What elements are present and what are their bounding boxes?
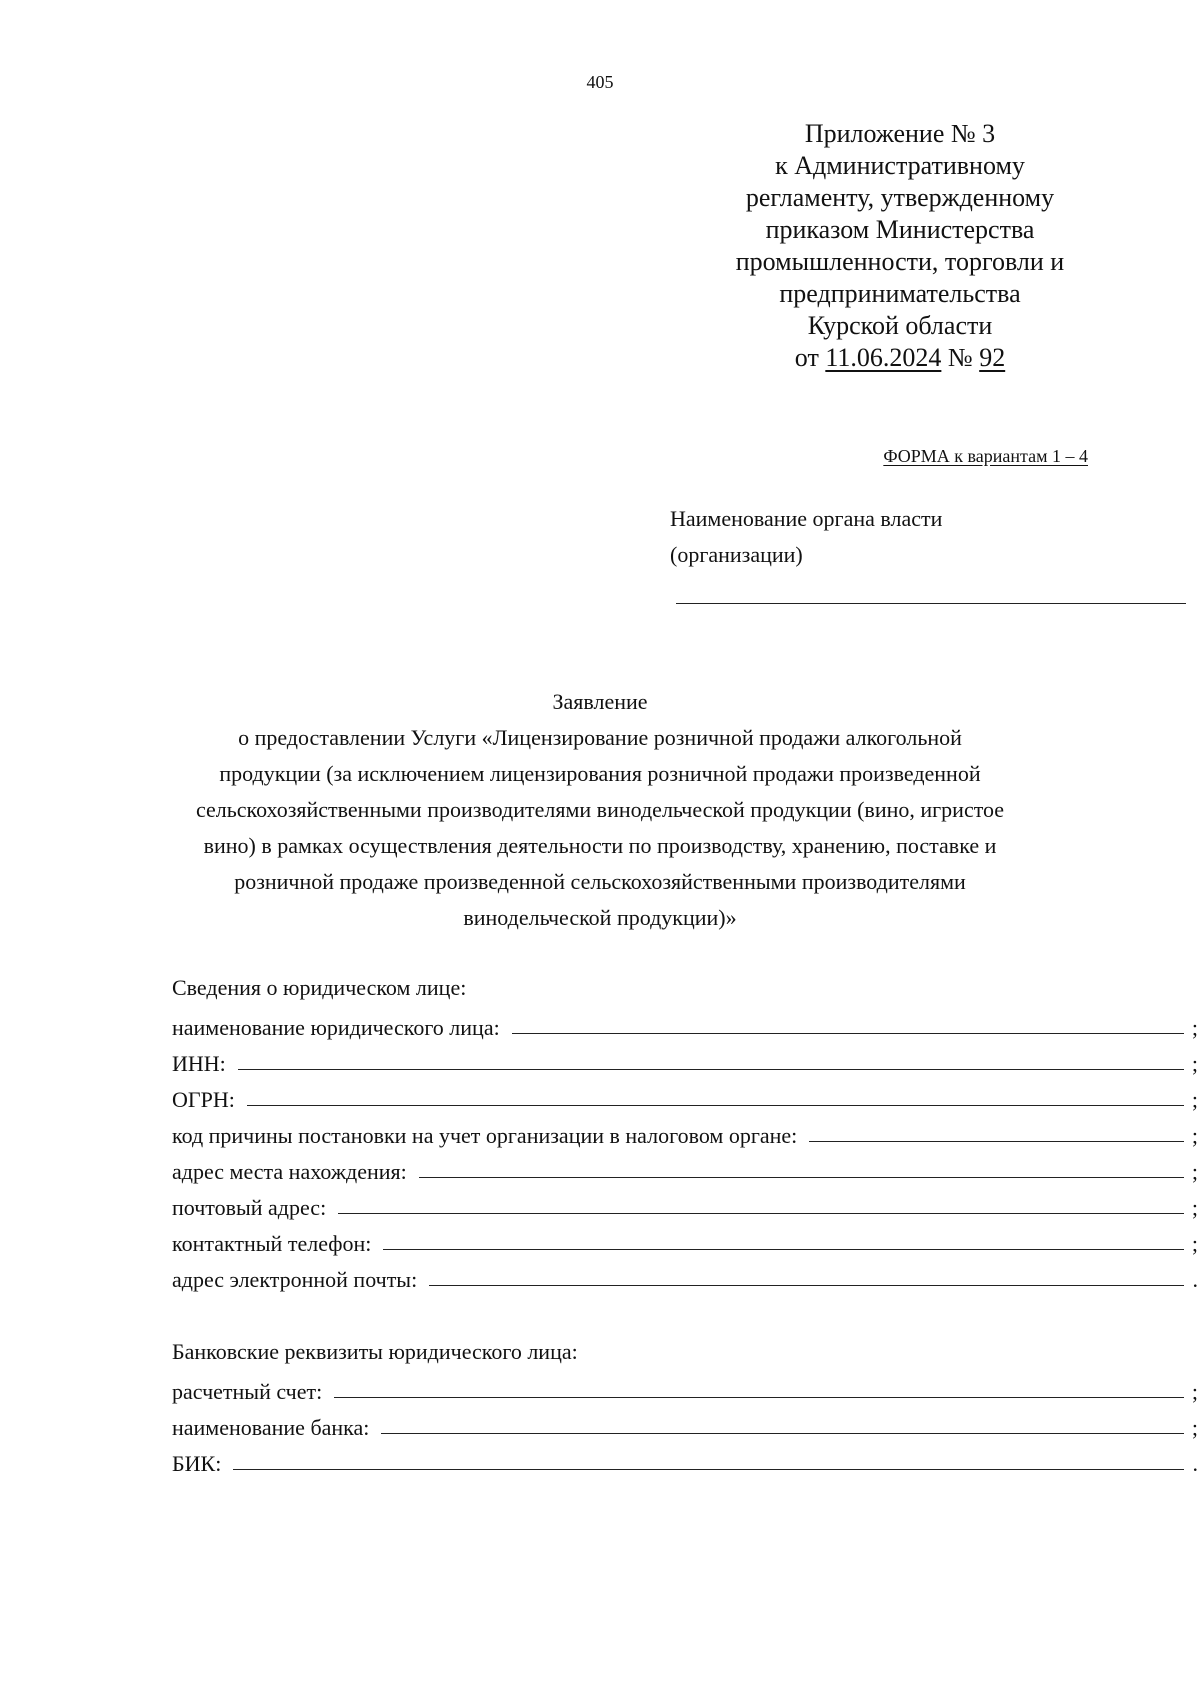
application-title-line: винодельческой продукции)» xyxy=(463,905,737,930)
bank-section xyxy=(172,1334,1198,1478)
field-label: расчетный счет: xyxy=(172,1379,323,1404)
field-account xyxy=(172,1370,1198,1406)
appendix-date-line xyxy=(700,342,1100,374)
phone-input[interactable] xyxy=(383,1248,1184,1250)
authority-block xyxy=(670,501,942,573)
order-number: 92 xyxy=(979,343,1006,372)
field-terminator: ; xyxy=(1191,1415,1198,1440)
appendix-line: предпринимательства xyxy=(779,279,1021,308)
application-title: Заявление xyxy=(552,689,648,714)
appendix-line: Курской области xyxy=(807,311,993,340)
application-title-line: продукции (за исключением лицензирования розничной продажи произведенной xyxy=(219,761,981,786)
legal-entity-heading: Сведения о юридическом лице: xyxy=(172,975,467,1000)
form-label: ФОРМА к вариантам 1 – 4 xyxy=(883,446,1088,466)
field-postal-address xyxy=(172,1186,1198,1222)
ogrn-input[interactable] xyxy=(247,1104,1184,1106)
application-title-line: о предоставлении Услуги «Лицензирование розничной продажи алкогольной xyxy=(238,725,962,750)
application-title-line: сельскохозяйственными производителями винодельческой продукции (вино, игристое xyxy=(195,797,1005,822)
field-terminator: ; xyxy=(1191,1123,1198,1148)
field-label: ИНН: xyxy=(172,1051,226,1076)
field-label: код причины постановки на учет организации в налоговом органе: xyxy=(172,1123,798,1148)
appendix-line: регламенту, утвержденному xyxy=(745,183,1055,212)
application-title-line: розничной продаже произведенной сельскохозяйственными производителями xyxy=(234,869,966,894)
field-entity-name xyxy=(172,1006,1198,1042)
email-input[interactable] xyxy=(429,1284,1184,1286)
field-label: ОГРН: xyxy=(172,1087,235,1112)
authority-fill-line[interactable] xyxy=(676,603,1186,604)
entity-name-input[interactable] xyxy=(512,1032,1184,1034)
field-label: адрес электронной почты: xyxy=(172,1267,418,1292)
appendix-line: приказом Министерства xyxy=(765,215,1035,244)
field-bik xyxy=(172,1442,1198,1478)
field-terminator: ; xyxy=(1191,1087,1198,1112)
field-email xyxy=(172,1258,1198,1294)
authority-sublabel: (организации) xyxy=(670,542,803,567)
field-label: БИК: xyxy=(172,1451,222,1476)
application-title-line: вино) в рамках осуществления деятельности по производству, хранению, поставке и xyxy=(203,833,997,858)
field-terminator: ; xyxy=(1191,1159,1198,1184)
kpp-input[interactable] xyxy=(809,1140,1184,1142)
field-label: наименование юридического лица: xyxy=(172,1015,500,1040)
authority-label: Наименование органа власти xyxy=(670,506,943,531)
account-input[interactable] xyxy=(334,1396,1184,1398)
field-terminator: ; xyxy=(1191,1051,1198,1076)
appendix-line: Приложение № 3 xyxy=(804,119,996,148)
inn-input[interactable] xyxy=(238,1068,1184,1070)
field-terminator: ; xyxy=(1191,1379,1198,1404)
field-phone xyxy=(172,1222,1198,1258)
appendix-line: к Административному xyxy=(775,151,1025,180)
location-address-input[interactable] xyxy=(419,1176,1184,1178)
field-label: адрес места нахождения: xyxy=(172,1159,407,1184)
bank-heading: Банковские реквизиты юридического лица: xyxy=(172,1339,578,1364)
bik-input[interactable] xyxy=(233,1468,1184,1470)
legal-entity-section xyxy=(172,970,1198,1294)
appendix-header xyxy=(700,118,1100,374)
number-prefix: № xyxy=(941,343,980,372)
date-prefix: от xyxy=(794,343,826,372)
field-label: почтовый адрес: xyxy=(172,1195,327,1220)
field-terminator: ; xyxy=(1191,1231,1198,1256)
field-terminator: ; xyxy=(1191,1015,1198,1040)
field-terminator: . xyxy=(1192,1267,1198,1292)
page-number: 405 xyxy=(586,72,614,92)
order-date: 11.06.2024 xyxy=(825,343,942,372)
field-kpp xyxy=(172,1114,1198,1150)
application-title-block xyxy=(0,684,1200,936)
field-label: наименование банка: xyxy=(172,1415,370,1440)
field-terminator: . xyxy=(1192,1451,1198,1476)
field-ogrn xyxy=(172,1078,1198,1114)
bank-name-input[interactable] xyxy=(381,1432,1184,1434)
postal-address-input[interactable] xyxy=(338,1212,1184,1214)
appendix-line: промышленности, торговли и xyxy=(735,247,1065,276)
field-location-address xyxy=(172,1150,1198,1186)
field-terminator: ; xyxy=(1191,1195,1198,1220)
field-bank-name xyxy=(172,1406,1198,1442)
field-label: контактный телефон: xyxy=(172,1231,372,1256)
field-inn xyxy=(172,1042,1198,1078)
